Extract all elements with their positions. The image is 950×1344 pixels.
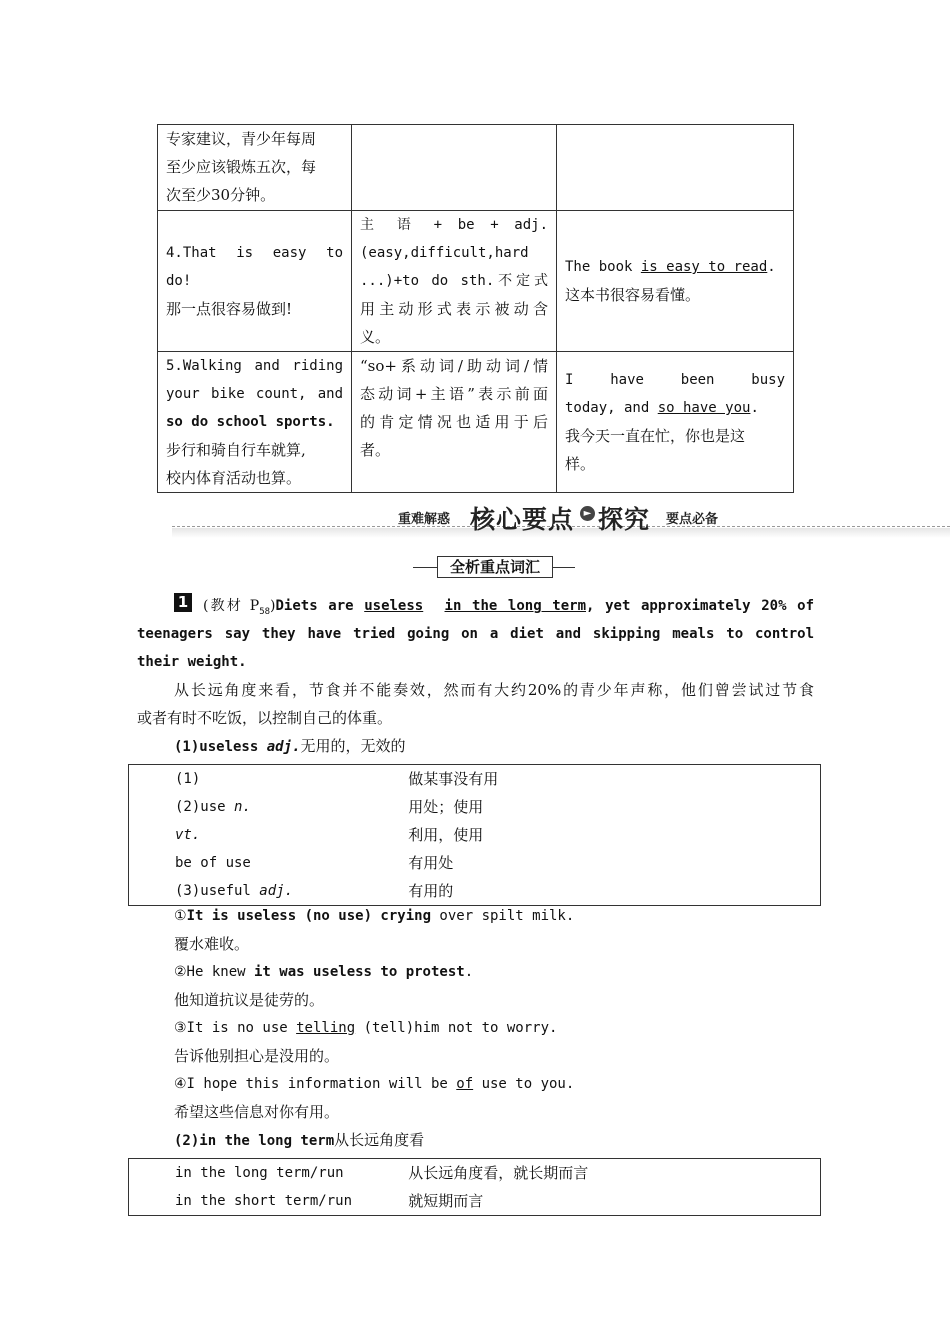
table-row [129,821,821,849]
example-1: ①It is useless (no use) crying over spilt milk. [174,908,575,924]
useless-word-table [128,764,821,906]
cell-line: (easy,difficult,hard [360,245,529,261]
example-translation: 这本书很容易看懂。 [565,286,701,304]
table-cell-en: vt. [175,827,201,843]
table-cell-cn: 就短期而言 [408,1192,484,1210]
table-cell-cn: 有用的 [408,882,454,900]
table-row [129,1187,821,1216]
grammar-row-1 [158,125,794,211]
grammar-cell [557,352,794,493]
item-number-badge: 1 [174,593,192,612]
banner-title-1: 核心要点 [470,505,575,534]
answer-blank: so have you [657,400,751,416]
banner-title-2: 探究 [598,505,651,534]
cell-line: 态动词+主语”表示前面 [360,385,548,403]
example-sentence: The book is easy to read. [565,259,776,275]
grammar-cell [158,211,352,352]
table-cell-cn: 利用，使用 [408,826,484,844]
cell-line: 步行和骑自行车就算, [166,441,306,459]
item-sentence-line-2: teenagers say they have tried going on a diet and skipping meals to control [137,626,814,642]
table-cell-en: (1) [175,771,201,787]
grammar-cell [557,211,794,352]
subheading-box [437,556,553,578]
grammar-cell [158,125,352,211]
item-sentence-line-1: (教材 $P_{58})Diets$ are useless in the long term, yet approximately 20% of [203,598,815,617]
cell-line: 校内体育活动也算。 [166,469,302,487]
grammar-cell [352,352,557,493]
cell-line: 那一点很容易做到! [166,300,293,318]
table-row [129,1159,821,1188]
cell-line: 4.That is easy to [166,245,343,261]
cell-line: so do school sports. [166,414,335,430]
cell-line: do! [166,273,192,289]
item-sentence-line-3: their weight. [137,654,247,670]
table-cell-cn: 有用处 [408,854,454,872]
keyword-useless: useless [364,598,424,614]
answer-blank: telling [296,1020,356,1036]
cell-line: “so+系动词/助动词/情 [360,357,548,375]
example-3-translation: 告诉他别担心是没用的。 [174,1047,340,1065]
grammar-row-2 [158,211,794,352]
answer-blank: is easy to read [640,259,768,275]
grammar-cell [158,352,352,493]
item-translation-line-2: 或者有时不吃饭，以控制自己的体重。 [137,709,393,727]
chevron-right-icon: ► [580,506,595,521]
item-translation-line-1: 从长远角度来看，节食并不能奏效，然而有大约20%的青少年声称，他们曾尝试过节食 [174,681,814,699]
long-term-phrase-table [128,1158,821,1216]
example-translation: 我今天一直在忙，你也是这 [565,427,746,445]
table-cell-en: (2)use n. [175,799,251,815]
cell-line: 义。 [360,328,391,346]
grammar-cell [352,125,557,211]
grammar-cell [557,125,794,211]
cell-line: 次至少30分钟。 [166,186,276,204]
answer-blank: of [456,1076,474,1092]
subpoint-1-heading: (1)useless adj.无用的，无效的 [174,737,406,755]
banner-right-caption: 要点必备 [666,512,719,527]
cell-line: 专家建议，青少年每周 [166,130,317,148]
cell-line: ...)+to do sth.不定式 [360,273,548,289]
section-subheading [413,556,575,578]
example-4: ④I hope this information will be of use to you. [174,1076,575,1092]
cell-line: 者。 [360,441,391,459]
cell-line: 至少应该锻炼五次，每 [166,158,317,176]
table-cell-en: be of use [175,855,251,871]
banner-left-caption: 重难解惑 [398,512,451,527]
example-sentence: today, and so have you. [565,400,759,416]
table-cell-en: in the long term/run [175,1165,344,1181]
cell-line: 的肯定情况也适用于后 [360,413,548,431]
grammar-cell [352,211,557,352]
table-row [129,849,821,877]
example-2: ②He knew it was useless to protest. [174,964,474,980]
cell-line: 5.Walking and riding [166,358,343,374]
example-4-translation: 希望这些信息对你有用。 [174,1103,340,1121]
cell-line: 主 语 + be + adj. [360,217,548,233]
table-cell-cn: 做某事没有用 [408,770,499,788]
table-row [129,793,821,821]
subpoint-2-heading: (2)in the long term从长远角度看 [174,1131,425,1149]
example-1-translation: 覆水难收。 [174,935,250,953]
table-cell-cn: 从长远角度看，就长期而言 [408,1164,589,1182]
table-cell-en: (3)useful adj. [175,883,294,899]
table-cell-cn: 用处；使用 [408,798,484,816]
grammar-row-3 [158,352,794,493]
keyword-in-the-long-term: in the long term [444,598,587,614]
table-cell-en: in the short term/run [175,1193,353,1209]
cell-line: 用主动形式表示被动含 [360,300,548,318]
example-3: ③It is no use telling (tell)him not to worry. [174,1020,558,1036]
example-translation: 样。 [565,455,596,473]
table-row [129,765,821,794]
example-2-translation: 他知道抗议是徒劳的。 [174,991,325,1009]
cell-line: your bike count, and [166,386,343,402]
subheading-text: 全析重点词汇 [449,558,540,576]
grammar-table [157,124,794,493]
cell-line: I have been busy [565,372,785,388]
